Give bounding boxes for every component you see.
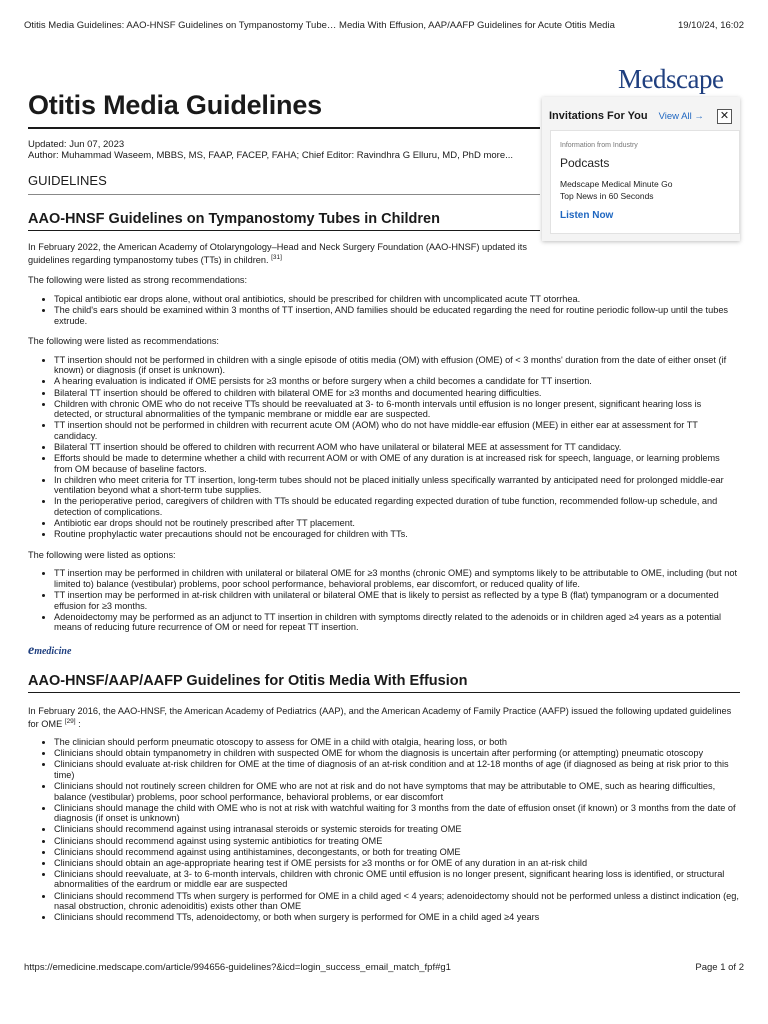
list-item: • In the perioperative period, caregivers of children with TTs should be educated regarding expected duration of tube function, recommended follow-up schedule, and detection of complications.: [54, 496, 740, 517]
recommendations-list: [28, 355, 740, 540]
print-header: [24, 20, 744, 31]
list-item: • A hearing evaluation is indicated if OME persists for ≥3 months or before surgery when a child becomes a candidate for TT insertion.: [54, 376, 740, 387]
podcast-card[interactable]: [550, 130, 740, 234]
list-item: • Clinicians should evaluate at-risk children for OME at the time of diagnosis of an at-risk condition and at 12-18 months of age (if diagnosed as being at risk prior to this time): [54, 759, 740, 780]
list-item: • Topical antibiotic ear drops alone, without oral antibiotics, should be prescribed for children with uncomplicated acute TT otorrhea.: [54, 294, 740, 305]
guidelines-label: GUIDELINES: [28, 173, 540, 195]
popup-title: Invitations For You: [549, 110, 648, 122]
list-item: • Clinicians should reevaluate, at 3- to 6-month intervals, children with chronic OME until effusion is no longer present, significant hearing loss is identified, or structural abnormalities of the eardrum or middle ear are suspected: [54, 869, 740, 890]
section2-intro: In February 2016, the AAO-HNSF, the American Academy of Pediatrics (AAP), and the American Academy of Family Practice (AAFP) issued the following updated guidelines for OME [29] :: [28, 705, 732, 729]
strong-lead: The following were listed as strong recommendations:: [28, 275, 248, 286]
reference-link[interactable]: [31]: [271, 253, 282, 261]
list-item: • Clinicians should manage the child with OME who is not at risk with watchful waiting for 3 months from the date of effusion onset (if known) or 3 months from the date of diagnosis (if onset is unknown): [54, 803, 740, 824]
list-item: • Bilateral TT insertion should be offered to children with bilateral OME for ≥3 months and documented hearing difficulties.: [54, 388, 740, 399]
page-url: https://emedicine.medscape.com/article/994656-guidelines?&icd=login_success_email_match_fpf#g1: [24, 962, 451, 973]
strong-list: [28, 294, 740, 326]
popup-header: [542, 97, 740, 126]
page-number: Page 1 of 2: [695, 962, 744, 973]
print-footer: [24, 962, 744, 973]
list-item: • The child's ears should be examined within 3 months of TT insertion, AND families should be educated regarding the need for routine periodic follow-up until the tubes extrude.: [54, 305, 740, 326]
list-item: • Clinicians should not routinely screen children for OME who are not at risk and do not have symptoms that may be attributable to OME, such as hearing difficulties, balance (vestibular) problems, poor school performance, behavioral problems, or ear discomfort: [54, 781, 740, 802]
arrow-right-icon: →: [694, 110, 704, 122]
list-item: • Clinicians should recommend TTs when surgery is performed for OME in a child aged < 4 years; adenoidectomy should not be performed unless a distinct indication (eg, nasal obstruction, chronic adenoiditis) exists other than OME: [54, 891, 740, 912]
view-all-link[interactable]: View All →: [658, 110, 704, 122]
list-item: • TT insertion should not be performed in children with a single episode of otitis media (OM) with effusion (OME) of < 3 months' duration from the date of either onset (if known) or diagnosis (if onset is unknown).: [54, 355, 740, 376]
card-line: Top News in 60 Seconds: [560, 191, 654, 201]
reference-link[interactable]: [29]: [64, 717, 76, 725]
list-item: • Clinicians should recommend against using systemic antibiotics for treating OME: [54, 836, 740, 847]
emedicine-logo: emedicine: [28, 642, 72, 658]
print-datetime: 19/10/24, 16:02: [677, 20, 744, 31]
invitations-popup: [542, 97, 740, 241]
recommendations-lead: The following were listed as recommendations:: [28, 336, 219, 347]
medscape-logo[interactable]: Medscape: [618, 64, 724, 94]
list-item: • Routine prophylactic water precautions should not be encouraged for children with TTs.: [54, 529, 740, 540]
author-line: Author: Muhammad Waseem, MBBS, MS, FAAP, FACEP, FAHA; Chief Editor: Ravindhra G Elluru, MD, PhD more...: [28, 150, 514, 161]
list-item: • Efforts should be made to determine whether a child with recurrent AOM or with OME of any duration is at increased risk for speech, language, or learning problems from OM because of baseline factors.: [54, 453, 740, 474]
list-item: • In children who meet criteria for TT insertion, long-term tubes should not be placed initially unless specifically warranted by anticipated need for prolonged middle-ear ventilation beyond what a short-term tube supplies.: [54, 475, 740, 496]
list-item: • Clinicians should recommend against using intranasal steroids or systemic steroids for treating OME: [54, 824, 740, 835]
card-title: Podcasts: [560, 156, 610, 170]
list-item: • Bilateral TT insertion should be offered to children with recurrent AOM who have unilateral or bilateral MEE at assessment for TT candidacy.: [54, 442, 740, 453]
section1-heading: AAO-HNSF Guidelines on Tympanostomy Tubes in Children: [28, 211, 540, 231]
list-item: • Antibiotic ear drops should not be routinely prescribed after TT placement.: [54, 518, 740, 529]
list-item: • Clinicians should obtain an age-appropriate hearing test if OME persists for ≥3 months or for OME of any duration in an at-risk child: [54, 858, 740, 869]
list-item: • Adenoidectomy may be performed as an adjunct to TT insertion in children with symptoms directly related to the adenoids or in children aged ≥4 years as a potential means of reducing future recurrence of OM or need for repeat TT insertion.: [54, 612, 740, 633]
card-line: Medscape Medical Minute Go: [560, 179, 673, 189]
options-lead: The following were listed as options:: [28, 549, 176, 560]
page-title: Otitis Media Guidelines: [28, 90, 540, 129]
list-item: • TT insertion should not be performed in children with recurrent acute OM (AOM) who do not have middle-ear effusion (MEE) in either ear at assessment for TT candidacy.: [54, 420, 740, 441]
updated-date: Updated: Jun 07, 2023: [28, 139, 125, 150]
section1-intro: In February 2022, the American Academy of Otolaryngology–Head and Neck Surgery Foundation (AAO-HNSF) updated its guidelines regarding tympanostomy tubes (TTs) in children. [31]: [28, 242, 527, 265]
options-list: [28, 568, 740, 633]
listen-now-button[interactable]: Listen Now: [560, 210, 614, 221]
ome-guidelines-list: [28, 737, 740, 923]
list-item: • Clinicians should recommend against using antihistamines, decongestants, or both for treating OME: [54, 847, 740, 858]
industry-label: Information from Industry: [560, 142, 638, 149]
list-item: • Clinicians should obtain tympanometry in children with suspected OME for whom the diagnosis is uncertain after performing (or attempting) pneumatic otoscopy: [54, 748, 740, 759]
list-item: • Children with chronic OME who do not receive TTs should be reevaluated at 3- to 6-month intervals until effusion is no longer present, significant hearing loss is detected, or structural abnormalities of the tympanic membrane or middle ear are suspected.: [54, 399, 740, 420]
section2-heading: AAO-HNSF/AAP/AAFP Guidelines for Otitis Media With Effusion: [28, 673, 740, 693]
list-item: • TT insertion may be performed in children with unilateral or bilateral OME for ≥3 months (chronic OME) and symptoms likely to be attributable to OME, including (but not limited to) balance (vestibular) problems, poor school performance, behavioral problems, ear discomfort, or reduced quality of life.: [54, 568, 740, 589]
close-icon[interactable]: ✕: [717, 109, 732, 124]
list-item: • TT insertion may be performed in at-risk children with unilateral or bilateral OME that is likely to persist as reflected by a type B (flat) tympanogram or a documented effusion for ≥3 months.: [54, 590, 740, 611]
print-title: Otitis Media Guidelines: AAO-HNSF Guidelines on Tympanostomy Tube… Media With Effusion, AAP/AAFP Guidelines for Acute Otitis Media: [24, 20, 615, 31]
list-item: • Clinicians should recommend TTs, adenoidectomy, or both when surgery is performed for OME in a child aged ≥4 years: [54, 912, 740, 923]
list-item: • The clinician should perform pneumatic otoscopy to assess for OME in a child with otalgia, hearing loss, or both: [54, 737, 740, 748]
